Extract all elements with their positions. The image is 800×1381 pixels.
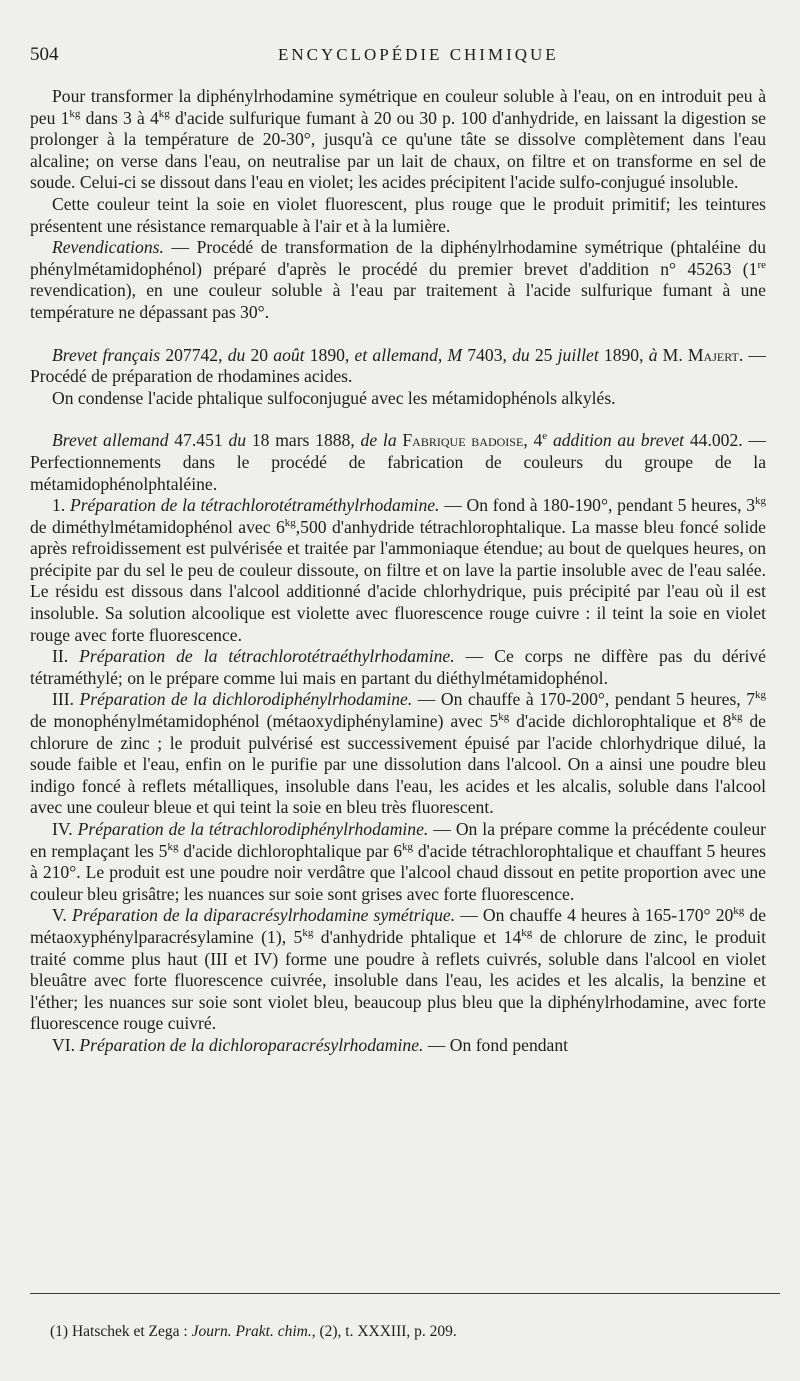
page-number: 504 (30, 44, 59, 65)
body-text (30, 86, 766, 1057)
section-6: VI. Préparation de la dichloroparacrésylrhodamine. — On fond pendant (52, 1034, 569, 1055)
patent-reference: Brevet allemand 47.451 du 18 mars 1888, de la Fabrique badoise, 4e addition au brevet 44.002. — Perfectionnements dans le procédé de fabrication de couleurs du groupe de la métamidophénolphtaléine. (30, 430, 767, 494)
unit-kg: kg (167, 840, 179, 853)
unit-kg: kg (402, 840, 414, 853)
unit-kg: kg (498, 711, 510, 724)
unit-kg: kg (521, 927, 533, 940)
unit-kg: kg (69, 107, 81, 120)
paragraph: Cette couleur teint la soie en violet fluorescent, plus rouge que le produit primitif; les teintures présentent une résistance remarquable à l'air et à la lumière. (30, 193, 766, 236)
running-title: ENCYCLOPÉDIE CHIMIQUE (278, 45, 559, 64)
unit-kg: kg (733, 905, 745, 918)
unit-kg: kg (731, 711, 743, 724)
unit-kg: kg (755, 689, 767, 702)
patent-reference: Brevet français 207742, du 20 août 1890, et allemand, M 7403, du 25 juillet 1890, à M. Majert. — Procédé de préparation de rhodamines acides. (30, 344, 767, 387)
unit-kg: kg (284, 516, 296, 529)
section-1: 1. Préparation de la tétrachlorotétraméthylrhodamine. — On fond à 180-190°, pendant 5 heures, $3^{kg}$ de diméthylmétamidophénol avec $6^{kg},500$ d'anhydride tétrachlorophtalique. La masse bleu foncé solide après refroidissement est pulvérisée et traitée par l'ammoniaque étendue; au bout de quelques heures, on précipite par du sel le peu de couleur dissoute, on filtre et on lave la partie insoluble avec de l'eau salée. Le résidu est dissous dans l'alcool additionné d'acide chlorhydrique, puis précipité par l'eau où il est insoluble. Sa solution alcoolique est violette avec fluorescence rouge cuivre : il teint la soie en violet rouge avec forte fluorescence. (30, 495, 767, 645)
section-5: V. Préparation de la diparacrésylrhodamine symétrique. — On chauffe 4 heures à 165-170° $20^{kg}$ de métaoxyphénylparacrésylamine (1), $5^{kg}$ d'anhydride phtalique et $14^{kg}$ de chlorure de zinc, le produit traité comme plus haut (III et IV) forme une poudre à reflets cuivrés, soluble dans l'alcool en violet bleuâtre avec forte fluorescence cuivrée, insoluble dans l'eau, les acides et les alcalis, la benzine et l'éther; les nuances sur soie sont violet bleu, beaucoup plus bleu que la diphénylrhodamine, avec forte fluorescence rouge cuivré. (30, 905, 767, 1034)
section-3: III. Préparation de la dichlorodiphénylrhodamine. — On chauffe à 170-200°, pendant 5 heures, $7^{kg}$ de monophénylmétamidophénol (métaoxydiphénylamine) avec $5^{kg}$ d'acide dichlorophtalique et $8^{kg}$ de chlorure de zinc ; le produit pulvérisé est successivement épuisé par l'acide chlorhydrique dilué, la soude faible et l'eau, enfin on le purifie par une dissolution dans l'alcool. On a ainsi une poudre bleu indigo foncé à reflets métalliques, insoluble dans l'eau, les acides et les alcalis, soluble dans l'alcool avec une couleur bleue et qui teint la soie en bleu très fluorescent. (30, 689, 767, 818)
paragraph: Pour transformer la diphénylrhodamine symétrique en couleur soluble à l'eau, on en introduit peu à peu $1^{kg}$ dans 3 à $4^{kg}$ d'acide sulfurique fumant à 20 ou 30 p. 100 d'anhydride, en laissant la digestion se prolonger à la température de 20-30°, jusqu'à ce qu'une tâte se dissolve complètement dans l'eau alcaline; on verse dans l'eau, on neutralise par un lait de chaux, on filtre et on transforme en sel de soude. Celui-ci se dissout dans l'eau en violet; les acides précipitent l'acide sulfo-conjugué insoluble. (30, 86, 766, 193)
paragraph: On condense l'acide phtalique sulfoconjugué avec les métamidophénols alkylés. (52, 387, 616, 408)
footnote: (1) Hatschek et Zega : Journ. Prakt. chim., (2), t. XXXIII, p. 209. (50, 1323, 457, 1340)
unit-kg: kg (755, 495, 767, 508)
unit-kg: kg (302, 927, 314, 940)
footnote-divider (30, 1293, 780, 1294)
paragraph-claims: Revendications. — Procédé de transformation de la diphénylrhodamine symétrique (phtaléine du phénylmétamidophénol) préparé d'après le procédé du premier brevet d'addition n° 45263 (1re revendication), en une couleur soluble à l'eau par traitement à l'acide sulfurique fumant à une température ne dépassant pas 30°. (30, 237, 766, 322)
section-4: IV. Préparation de la tétrachlorodiphénylrhodamine. — On la prépare comme la précédente couleur en remplaçant les $5^{kg}$ d'acide dichlorophtalique par $6^{kg}$ d'acide tétrachlorophtalique et chauffant 5 heures à 210°. Le produit est une poudre noir verdâtre que l'alcool chaud dissout en petite proportion avec une couleur bleu grisâtre; les nuances sur soie sont grises avec forte fluorescence. (30, 819, 767, 904)
unit-kg: kg (158, 107, 170, 120)
running-header (30, 44, 766, 86)
section-2: II. Préparation de la tétrachlorotétraéthylrhodamine. — Ce corps ne diffère pas du dérivé tétraméthylé; on le prépare comme lui mais en partant du diéthylmétamidophénol. (30, 646, 766, 688)
